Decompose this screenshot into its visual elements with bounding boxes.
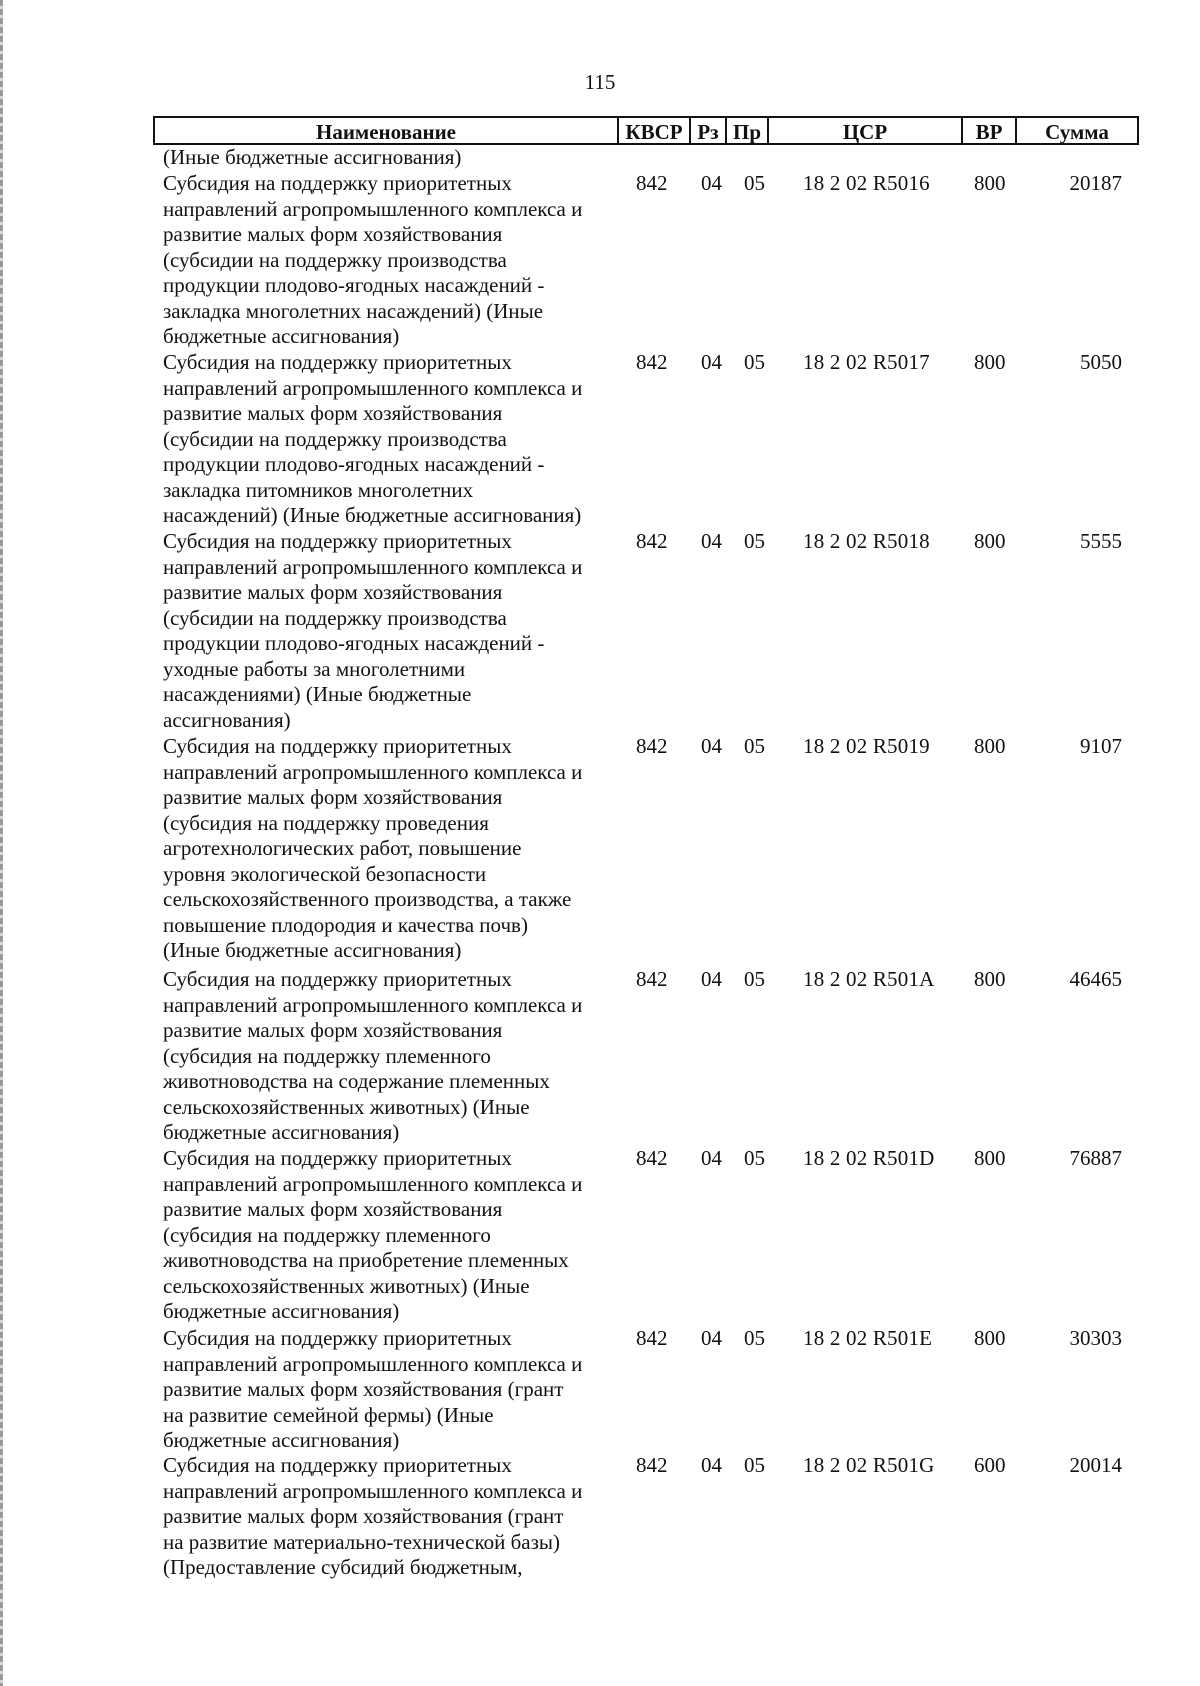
- row-pr: 05: [744, 967, 765, 991]
- row-name: Субсидия на поддержку приоритетных направлений агропромышленного комплекса и развитие малых форм хозяйствования (субсидия на поддержку проведения агротехнологических работ, повышение уровня экологической безопасности сельскохозяйственного производства, а также повышение плодородия и качества почв) (Иные бюджетные ассигнования): [163, 734, 583, 962]
- row-rz: 04: [701, 350, 722, 374]
- row-kvsr: 842: [636, 1326, 668, 1350]
- header-pr: Пр: [725, 116, 767, 145]
- row-pr: 05: [744, 1326, 765, 1350]
- row-name: Субсидия на поддержку приоритетных направлений агропромышленного комплекса и развитие малых форм хозяйствования (субсидия на поддержку племенного животноводства на приобретение племенных сельскохозяйственных животных) (Иные бюджетные ассигнования): [163, 1146, 583, 1323]
- row-pr: 05: [744, 1146, 765, 1170]
- row-csr: 18 2 02 R501G: [803, 1453, 935, 1477]
- row-vr: 800: [974, 734, 1006, 758]
- row-sum: 46465: [1069, 967, 1122, 991]
- row-pr: 05: [744, 350, 765, 374]
- table-header: [153, 116, 1137, 143]
- row-rz: 04: [701, 1453, 722, 1477]
- row-kvsr: 842: [636, 1146, 668, 1170]
- row-pr: 05: [744, 171, 765, 195]
- row-kvsr: 842: [636, 529, 668, 553]
- row-csr: 18 2 02 R501E: [803, 1326, 933, 1350]
- row-sum: 76887: [1069, 1146, 1122, 1170]
- row-name: Субсидия на поддержку приоритетных направлений агропромышленного комплекса и развитие малых форм хозяйствования (субсидии на поддержку производства продукции плодово-ягодных насаждений - закладка многолетних насаждений) (Иные бюджетные ассигнования): [163, 171, 583, 348]
- header-rz: Рз: [689, 116, 725, 145]
- row-vr: 800: [974, 967, 1006, 991]
- row-name: (Иные бюджетные ассигнования): [163, 145, 462, 169]
- row-rz: 04: [701, 529, 722, 553]
- row-csr: 18 2 02 R5017: [803, 350, 930, 374]
- header-sum: Сумма: [1015, 116, 1139, 145]
- row-sum: 30303: [1069, 1326, 1122, 1350]
- row-sum: 20014: [1069, 1453, 1122, 1477]
- row-vr: 800: [974, 171, 1006, 195]
- row-name: Субсидия на поддержку приоритетных направлений агропромышленного комплекса и развитие малых форм хозяйствования (грант на развитие семейной фермы) (Иные бюджетные ассигнования): [163, 1326, 583, 1452]
- row-sum: 5050: [1080, 350, 1122, 374]
- row-name: Субсидия на поддержку приоритетных направлений агропромышленного комплекса и развитие малых форм хозяйствования (субсидия на поддержку племенного животноводства на содержание племенных сельскохозяйственных животных) (Иные бюджетные ассигнования): [163, 967, 583, 1144]
- row-vr: 800: [974, 1326, 1006, 1350]
- row-vr: 800: [974, 350, 1006, 374]
- header-vr: ВР: [961, 116, 1015, 145]
- row-rz: 04: [701, 1326, 722, 1350]
- row-sum: 5555: [1080, 529, 1122, 553]
- header-kvsr: КВСР: [617, 116, 689, 145]
- row-csr: 18 2 02 R5019: [803, 734, 930, 758]
- scan-edge: [0, 0, 3, 1686]
- row-name: Субсидия на поддержку приоритетных направлений агропромышленного комплекса и развитие малых форм хозяйствования (субсидии на поддержку производства продукции плодово-ягодных насаждений - уходные работы за многолетними насаждениями) (Иные бюджетные ассигнования): [163, 529, 583, 732]
- row-kvsr: 842: [636, 171, 668, 195]
- row-csr: 18 2 02 R501D: [803, 1146, 935, 1170]
- row-rz: 04: [701, 967, 722, 991]
- row-name: Субсидия на поддержку приоритетных направлений агропромышленного комплекса и развитие малых форм хозяйствования (субсидии на поддержку производства продукции плодово-ягодных насаждений - закладка питомников многолетних насаждений) (Иные бюджетные ассигнования): [163, 350, 583, 527]
- row-vr: 600: [974, 1453, 1006, 1477]
- row-csr: 18 2 02 R5018: [803, 529, 930, 553]
- row-csr: 18 2 02 R5016: [803, 171, 930, 195]
- row-vr: 800: [974, 1146, 1006, 1170]
- row-rz: 04: [701, 734, 722, 758]
- page-number: 115: [584, 70, 616, 94]
- row-name: Субсидия на поддержку приоритетных направлений агропромышленного комплекса и развитие малых форм хозяйствования (грант на развитие материально-технической базы) (Предоставление субсидий бюджетным,: [163, 1453, 583, 1579]
- row-rz: 04: [701, 1146, 722, 1170]
- row-pr: 05: [744, 734, 765, 758]
- row-kvsr: 842: [636, 1453, 668, 1477]
- row-kvsr: 842: [636, 967, 668, 991]
- row-kvsr: 842: [636, 734, 668, 758]
- header-name: Наименование: [153, 116, 617, 145]
- row-kvsr: 842: [636, 350, 668, 374]
- row-sum: 20187: [1069, 171, 1122, 195]
- header-csr: ЦСР: [767, 116, 961, 145]
- row-pr: 05: [744, 529, 765, 553]
- row-sum: 9107: [1080, 734, 1122, 758]
- row-pr: 05: [744, 1453, 765, 1477]
- row-vr: 800: [974, 529, 1006, 553]
- row-rz: 04: [701, 171, 722, 195]
- row-csr: 18 2 02 R501A: [803, 967, 935, 991]
